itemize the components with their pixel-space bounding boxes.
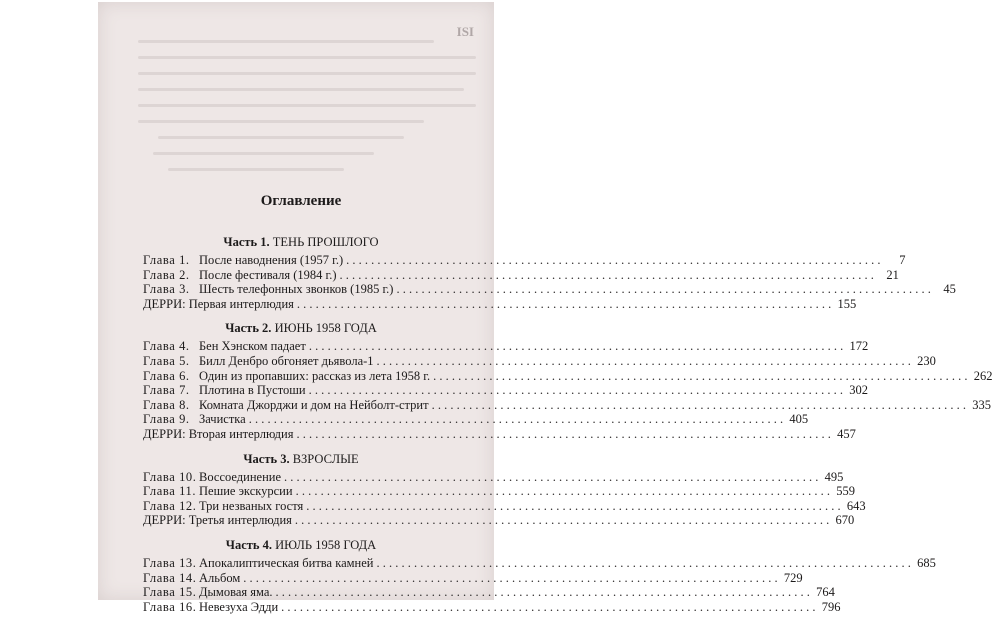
chapter-label: Глава 3. [143, 282, 190, 297]
page-number: 495 [824, 469, 844, 484]
part-name: ИЮНЬ 1958 ГОДА [274, 321, 377, 336]
part-number: Часть 4. [225, 537, 273, 552]
toc-entry [143, 426, 856, 442]
chapter-label: Глава 10. [143, 469, 197, 484]
toc-part [143, 537, 936, 614]
dot-leader [249, 412, 783, 427]
chapter-label: Глава 8. [143, 397, 190, 412]
page-number: 559 [836, 484, 855, 499]
chapter-label: Глава 12. [143, 498, 197, 513]
entry-title: Зачистка [199, 412, 246, 427]
show-through-line [138, 72, 476, 75]
entry-title: Плотина в Пустоши [199, 383, 306, 398]
show-through-line [153, 152, 374, 155]
page-number: 155 [837, 296, 857, 311]
toc-parts [143, 235, 993, 614]
dot-leader [346, 253, 880, 268]
entry-title: Бен Хэнском падает [199, 339, 306, 354]
dot-leader [284, 470, 818, 485]
toc-entry [143, 555, 936, 571]
entry-title: Воссоединение [199, 469, 281, 484]
dot-leader [296, 484, 830, 499]
entry-title: После фестиваля (1984 г.) [199, 267, 337, 282]
toc-entry [143, 513, 855, 528]
dot-leader [309, 383, 843, 398]
dot-leader [281, 600, 815, 615]
part-heading [143, 321, 459, 336]
entry-title: Три незваных гостя [199, 498, 304, 513]
page-number: 685 [917, 555, 936, 570]
page-number: 7 [899, 253, 906, 267]
entry-title: ДЕРРИ: Первая интерлюдия [143, 296, 294, 311]
page-number: 335 [972, 397, 991, 412]
chapter-label: Глава 14. [143, 570, 197, 585]
toc-entry [143, 296, 857, 312]
toc-part [143, 451, 866, 528]
toc-entry [143, 253, 906, 268]
page-number: 670 [835, 513, 855, 528]
chapter-label: Глава 6. [143, 368, 190, 383]
page-number: 643 [846, 498, 866, 513]
page-number: 796 [821, 599, 841, 614]
toc-entry [143, 498, 866, 514]
part-number: Часть 1. [223, 235, 270, 249]
entry-title: Один из пропавших: рассказ из лета 1958 г. [199, 368, 431, 383]
dot-leader [296, 427, 830, 442]
entry-title: После наводнения (1957 г.) [199, 253, 344, 267]
dot-leader [340, 268, 874, 283]
entry-title: Апокалиптическая битва камней [199, 555, 374, 570]
chapter-label: Глава 1. [143, 253, 190, 267]
part-heading [143, 452, 459, 467]
chapter-label: Глава 13. [143, 555, 197, 570]
toc-entry [143, 484, 855, 499]
part-name: ИЮЛЬ 1958 ГОДА [275, 537, 377, 552]
dot-leader [376, 556, 910, 571]
chapter-label: Глава 11. [143, 484, 197, 499]
toc-part [143, 235, 956, 311]
dot-leader [377, 354, 911, 369]
toc-entry [143, 383, 868, 398]
page-number: 405 [789, 412, 809, 427]
chapter-label: Глава 2. [143, 267, 190, 282]
toc-entry [143, 339, 869, 354]
dot-leader [276, 585, 810, 600]
dot-leader [306, 499, 840, 514]
toc-entry [143, 353, 936, 369]
page-number: 262 [973, 368, 993, 383]
dot-leader [433, 369, 967, 384]
toc-entry [143, 469, 844, 485]
table-of-contents [143, 192, 993, 624]
show-through-line [138, 104, 476, 107]
page-number: 302 [849, 383, 868, 398]
dot-leader [297, 297, 831, 312]
page-number: 457 [837, 426, 856, 441]
entry-title: ДЕРРИ: Третья интерлюдия [143, 513, 292, 528]
show-through-line [168, 168, 344, 171]
toc-entry [143, 368, 993, 384]
dot-leader [432, 398, 966, 413]
chapter-label: Глава 4. [143, 339, 190, 354]
part-number: Часть 2. [225, 321, 272, 336]
page-number: 729 [783, 570, 803, 585]
chapter-label: Глава 16. [143, 599, 197, 614]
part-heading [143, 235, 459, 250]
toc-entry [143, 570, 803, 586]
dot-leader [295, 513, 829, 528]
entry-title: Пешие экскурсии [199, 484, 293, 499]
part-heading [143, 538, 459, 553]
part-name: ТЕНЬ ПРОШЛОГО [272, 235, 379, 249]
show-through-line [138, 88, 464, 91]
toc-entry [143, 397, 991, 413]
toc-entry [143, 282, 956, 297]
page-number: 230 [917, 353, 936, 368]
show-through-line [138, 120, 424, 123]
dot-leader [396, 282, 930, 297]
page-number: 21 [886, 267, 899, 282]
entry-title: Дымовая яма. [199, 585, 273, 600]
toc-entry [143, 267, 899, 283]
toc-entry [143, 585, 835, 600]
toc-part [143, 321, 993, 441]
book-page [98, 2, 993, 614]
page-number: 172 [849, 339, 869, 354]
part-number: Часть 3. [243, 451, 290, 466]
show-through-line [138, 40, 434, 43]
show-through-line [158, 136, 404, 139]
chapter-label: Глава 9. [143, 412, 190, 427]
toc-entry [143, 599, 841, 615]
entry-title: Комната Джорджи и дом на Нейболт-стрит [199, 397, 429, 412]
entry-title: Альбом [199, 570, 241, 585]
chapter-label: Глава 7. [143, 383, 190, 398]
entry-title: Невезуха Эдди [199, 599, 279, 614]
entry-title: Билл Денбро обгоняет дьявола-1 [199, 353, 374, 368]
chapter-label: Глава 5. [143, 353, 190, 368]
page-number: 45 [943, 282, 956, 297]
dot-leader [243, 571, 777, 586]
entry-title: Шесть телефонных звонков (1985 г.) [199, 282, 394, 297]
chapter-label: Глава 15. [143, 585, 197, 600]
toc-entry [143, 412, 809, 427]
dot-leader [309, 339, 843, 354]
entry-title: ДЕРРИ: Вторая интерлюдия [143, 426, 294, 441]
part-name: ВЗРОСЛЫЕ [292, 451, 359, 466]
page-number: 764 [816, 585, 835, 600]
toc-title: Оглавление [260, 193, 342, 209]
show-through-line [138, 56, 476, 59]
show-through-page-number: ISI [456, 24, 474, 39]
